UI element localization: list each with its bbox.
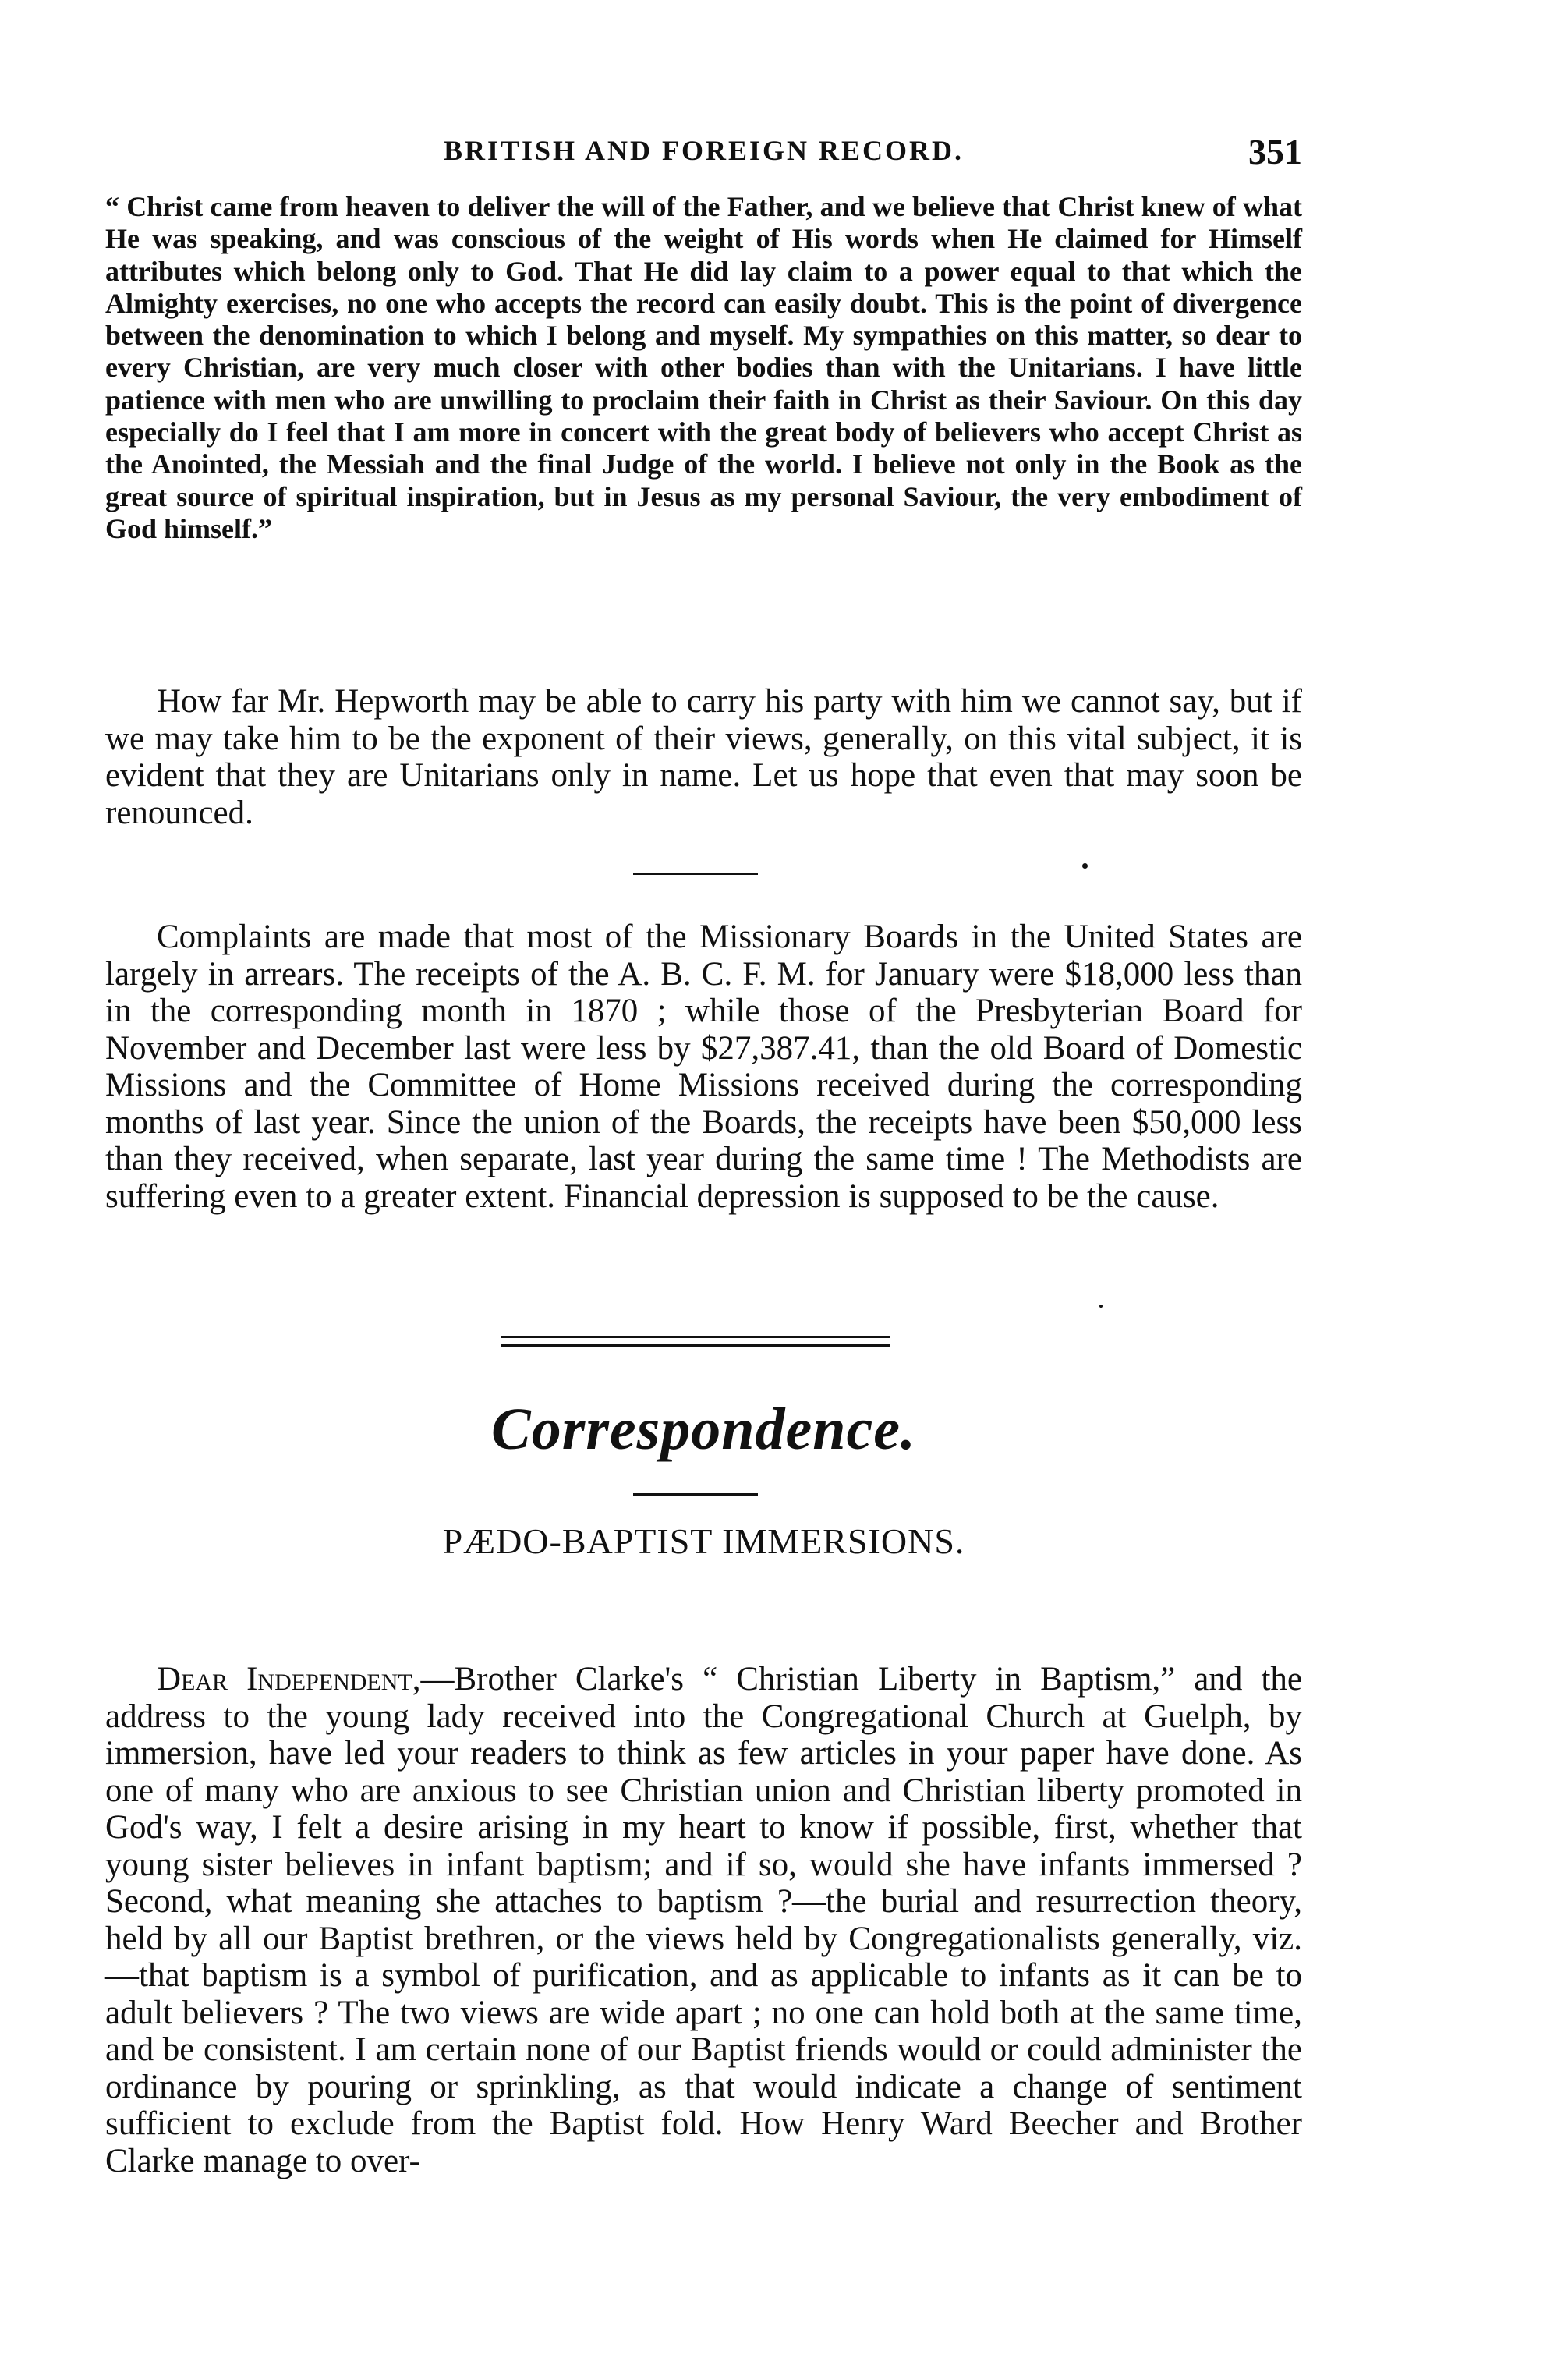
section-divider-short — [633, 873, 758, 875]
letter-salutation: Dear Independent, — [157, 1661, 421, 1698]
section-heading: Correspondence. — [491, 1397, 916, 1462]
double-rule-top — [501, 1336, 890, 1338]
letter-body: —Brother Clarke's “ Christian Liberty in Baptism,” and the address to the young lady received into the Congregational Church at Guelph, by immersion, have led your readers to think as few articles in your paper have done. As one of many who are anxious to see Christian union and Christian liberty promoted in God's way, I felt a desire arising in my heart to know if possible, first, whether that young sister believes in infant baptism; and if so, would she have infants immersed ? Second, what meaning she attaches to baptism ?—the burial and resurrection theory, held by all our Baptist brethren, or the views held by Congregationalists generally, viz.—that baptism is a symbol of purification, and as applicable to infants as it can be to adult believers ? The two views are wide apart ; no one can hold both at the same time, and be consistent. I am certain none of our Baptist friends would or could administer the ordinance by pouring or sprinkling, as that would indicate a change of sentiment sufficient to exclude from the Baptist fold. How Henry Ward Beecher and Brother Clarke manage to over- — [105, 1661, 1302, 2179]
page-number: 351 — [1248, 132, 1302, 172]
print-speck — [1082, 863, 1088, 869]
print-speck — [1099, 1305, 1103, 1308]
running-title: BRITISH AND FOREIGN RECORD. — [443, 135, 965, 166]
letter-paragraph — [105, 1661, 1302, 2179]
heading-divider — [633, 1493, 758, 1496]
commentary-paragraph: How far Mr. Hepworth may be able to carry his party with him we cannot say, but if we may take him to be the exponent of their views, generally, on this vital subject, it is evident that they are Unitarians only in name. Let us hope that even that may soon be renounced. — [105, 683, 1302, 831]
running-header — [105, 131, 1302, 178]
double-rule-bottom — [501, 1344, 890, 1347]
quoted-speech-paragraph: “ Christ came from heaven to deliver the will of the Father, and we believe that Christ knew of what He was speaking, and was conscious of the weight of His words when He claimed for Himself attributes which belong only to God. That He did lay claim to a power equal to that which the Almighty exercises, no one who accepts the record can easily doubt. This is the point of divergence between the denomination to which I belong and myself. My sympathies on this matter, so dear to every Christian, are very much closer with other bodies than with the Unitarians. I have little patience with men who are unwilling to proclaim their faith in Christ as their Saviour. On this day especially do I feel that I am more in concert with the great body of believers who accept Christ as the Anointed, the Messiah and the final Judge of the world. I believe not only in the Book as the great source of spiritual inspiration, but in Jesus as my personal Saviour, the very embodiment of God himself.” — [105, 191, 1302, 544]
article-title: PÆDO-BAPTIST IMMERSIONS. — [442, 1521, 965, 1561]
missionary-boards-paragraph: Complaints are made that most of the Missionary Boards in the United States are largely in arrears. The receipts of the A. B. C. F. M. for January were $18,000 less than in the corresponding month in 1870 ; while those of the Presbyterian Board for November and December last were less by $27,387.41, than the old Board of Domestic Missions and the Committee of Home Missions received during the corresponding months of last year. Since the union of the Boards, the receipts have been $50,000 less than they received, when separate, last year during the same time ! The Methodists are suffering even to a greater extent. Financial depression is supposed to be the cause. — [105, 919, 1302, 1215]
